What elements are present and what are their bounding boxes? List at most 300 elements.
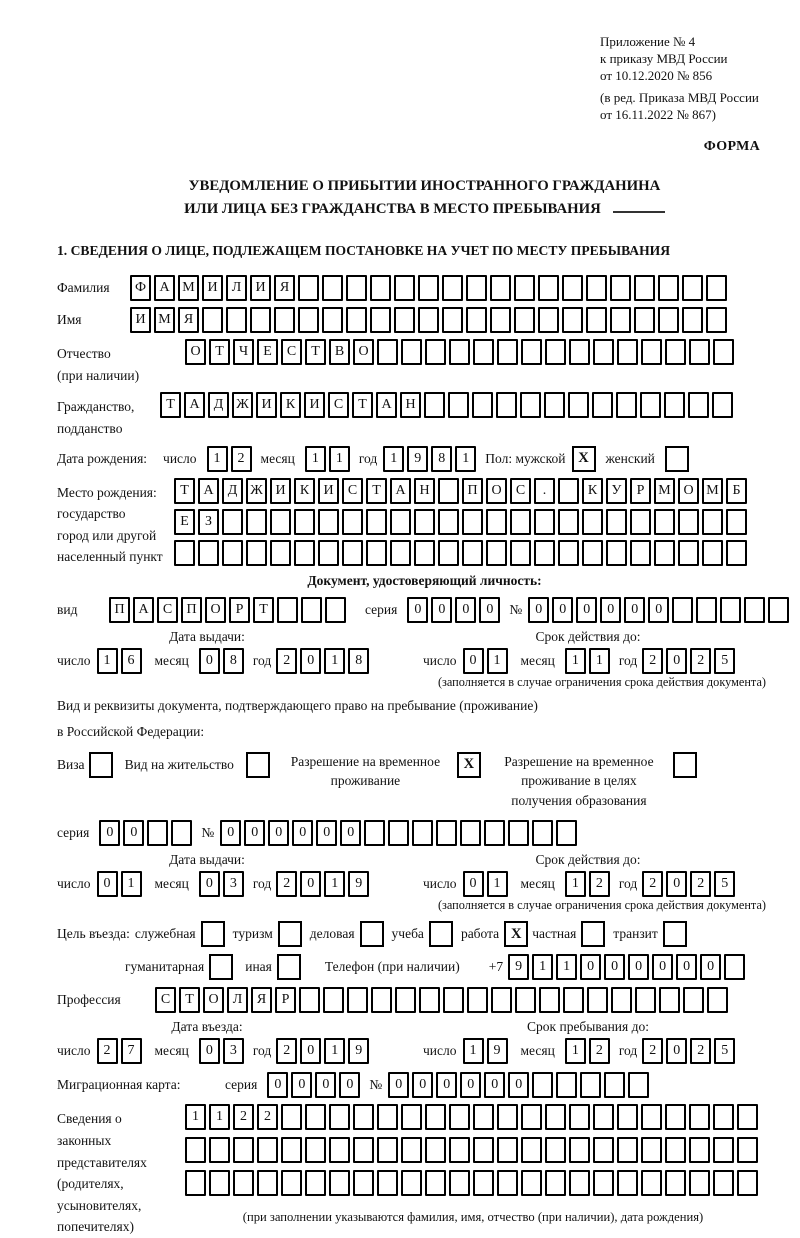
purpose-transit-checkbox[interactable] xyxy=(663,921,687,947)
char-cell[interactable]: 1 xyxy=(589,648,610,674)
char-cell[interactable]: 2 xyxy=(589,1038,610,1064)
char-cell[interactable] xyxy=(305,1104,326,1130)
char-cell[interactable]: 1 xyxy=(565,1038,586,1064)
char-cell[interactable]: 0 xyxy=(315,1072,336,1098)
char-cell[interactable]: 2 xyxy=(642,1038,663,1064)
char-cell[interactable] xyxy=(682,307,703,333)
char-cell[interactable] xyxy=(538,307,559,333)
char-cell[interactable]: 2 xyxy=(642,648,663,674)
char-cell[interactable]: П xyxy=(109,597,130,623)
char-cell[interactable] xyxy=(558,509,579,535)
char-cell[interactable]: О xyxy=(486,478,507,504)
char-cell[interactable] xyxy=(462,540,483,566)
char-cell[interactable] xyxy=(737,1170,758,1196)
char-cell[interactable] xyxy=(371,987,392,1013)
char-cell[interactable] xyxy=(294,509,315,535)
char-cell[interactable]: 1 xyxy=(383,446,404,472)
char-cell[interactable] xyxy=(641,1170,662,1196)
char-cell[interactable] xyxy=(401,339,422,365)
char-cell[interactable]: Н xyxy=(414,478,435,504)
purpose-study-checkbox[interactable] xyxy=(429,921,453,947)
char-cell[interactable]: 0 xyxy=(300,1038,321,1064)
purpose-official-checkbox[interactable] xyxy=(201,921,225,947)
char-cell[interactable]: 0 xyxy=(123,820,144,846)
char-cell[interactable] xyxy=(353,1137,374,1163)
char-cell[interactable]: К xyxy=(294,478,315,504)
char-cell[interactable]: О xyxy=(203,987,224,1013)
char-cell[interactable] xyxy=(377,1137,398,1163)
char-cell[interactable] xyxy=(305,1170,326,1196)
char-cell[interactable] xyxy=(301,597,322,623)
char-cell[interactable] xyxy=(586,307,607,333)
char-cell[interactable]: 0 xyxy=(244,820,265,846)
char-cell[interactable]: 2 xyxy=(231,446,252,472)
char-cell[interactable] xyxy=(323,987,344,1013)
char-cell[interactable]: С xyxy=(281,339,302,365)
char-cell[interactable] xyxy=(689,1137,710,1163)
char-cell[interactable] xyxy=(713,1104,734,1130)
char-cell[interactable] xyxy=(497,339,518,365)
char-cell[interactable] xyxy=(664,392,685,418)
char-cell[interactable] xyxy=(532,1072,553,1098)
char-cell[interactable]: 2 xyxy=(690,648,711,674)
char-cell[interactable]: М xyxy=(178,275,199,301)
char-cell[interactable] xyxy=(508,820,529,846)
char-cell[interactable]: 0 xyxy=(700,954,721,980)
char-cell[interactable] xyxy=(442,307,463,333)
char-cell[interactable]: 0 xyxy=(676,954,697,980)
char-cell[interactable] xyxy=(707,987,728,1013)
char-cell[interactable] xyxy=(539,987,560,1013)
char-cell[interactable]: 5 xyxy=(714,648,735,674)
char-cell[interactable] xyxy=(347,987,368,1013)
char-cell[interactable] xyxy=(611,987,632,1013)
char-cell[interactable] xyxy=(484,820,505,846)
char-cell[interactable] xyxy=(395,987,416,1013)
char-cell[interactable]: Ж xyxy=(246,478,267,504)
char-cell[interactable] xyxy=(606,509,627,535)
char-cell[interactable]: М xyxy=(702,478,723,504)
char-cell[interactable] xyxy=(562,275,583,301)
char-cell[interactable] xyxy=(281,1104,302,1130)
char-cell[interactable] xyxy=(634,275,655,301)
char-cell[interactable]: Д xyxy=(222,478,243,504)
char-cell[interactable]: М xyxy=(154,307,175,333)
char-cell[interactable]: 0 xyxy=(292,820,313,846)
char-cell[interactable] xyxy=(510,540,531,566)
char-cell[interactable] xyxy=(702,540,723,566)
char-cell[interactable] xyxy=(556,1072,577,1098)
char-cell[interactable] xyxy=(257,1137,278,1163)
char-cell[interactable] xyxy=(449,1170,470,1196)
residence-permit-checkbox[interactable] xyxy=(246,752,270,778)
char-cell[interactable]: 0 xyxy=(291,1072,312,1098)
char-cell[interactable] xyxy=(569,1137,590,1163)
char-cell[interactable] xyxy=(449,339,470,365)
char-cell[interactable] xyxy=(544,392,565,418)
char-cell[interactable]: 1 xyxy=(305,446,326,472)
char-cell[interactable] xyxy=(616,392,637,418)
purpose-business-checkbox[interactable] xyxy=(360,921,384,947)
char-cell[interactable] xyxy=(538,275,559,301)
char-cell[interactable]: 1 xyxy=(565,871,586,897)
char-cell[interactable] xyxy=(418,275,439,301)
char-cell[interactable]: И xyxy=(318,478,339,504)
char-cell[interactable]: 0 xyxy=(648,597,669,623)
char-cell[interactable] xyxy=(521,1137,542,1163)
char-cell[interactable] xyxy=(466,275,487,301)
char-cell[interactable] xyxy=(654,540,675,566)
char-cell[interactable]: 2 xyxy=(690,871,711,897)
char-cell[interactable]: Т xyxy=(174,478,195,504)
char-cell[interactable] xyxy=(640,392,661,418)
char-cell[interactable] xyxy=(634,307,655,333)
char-cell[interactable] xyxy=(635,987,656,1013)
char-cell[interactable]: Д xyxy=(208,392,229,418)
char-cell[interactable]: 0 xyxy=(666,648,687,674)
char-cell[interactable] xyxy=(737,1104,758,1130)
char-cell[interactable]: И xyxy=(202,275,223,301)
char-cell[interactable] xyxy=(582,540,603,566)
char-cell[interactable] xyxy=(171,820,192,846)
char-cell[interactable] xyxy=(353,1104,374,1130)
char-cell[interactable]: 1 xyxy=(329,446,350,472)
char-cell[interactable] xyxy=(658,275,679,301)
char-cell[interactable]: 1 xyxy=(556,954,577,980)
char-cell[interactable] xyxy=(366,540,387,566)
char-cell[interactable] xyxy=(630,540,651,566)
char-cell[interactable] xyxy=(185,1137,206,1163)
char-cell[interactable]: 0 xyxy=(652,954,673,980)
char-cell[interactable] xyxy=(491,987,512,1013)
char-cell[interactable]: 0 xyxy=(580,954,601,980)
char-cell[interactable]: 0 xyxy=(339,1072,360,1098)
char-cell[interactable] xyxy=(582,509,603,535)
char-cell[interactable] xyxy=(390,540,411,566)
char-cell[interactable] xyxy=(147,820,168,846)
char-cell[interactable] xyxy=(318,509,339,535)
char-cell[interactable]: 2 xyxy=(233,1104,254,1130)
purpose-work-checkbox[interactable]: X xyxy=(504,921,528,947)
char-cell[interactable] xyxy=(665,339,686,365)
char-cell[interactable] xyxy=(641,1104,662,1130)
char-cell[interactable]: 1 xyxy=(324,871,345,897)
char-cell[interactable]: 8 xyxy=(348,648,369,674)
char-cell[interactable] xyxy=(202,307,223,333)
char-cell[interactable] xyxy=(665,1170,686,1196)
char-cell[interactable] xyxy=(678,540,699,566)
char-cell[interactable] xyxy=(233,1137,254,1163)
char-cell[interactable] xyxy=(490,307,511,333)
char-cell[interactable]: 0 xyxy=(604,954,625,980)
char-cell[interactable] xyxy=(342,509,363,535)
char-cell[interactable] xyxy=(689,339,710,365)
char-cell[interactable]: 0 xyxy=(267,1072,288,1098)
char-cell[interactable]: Б xyxy=(726,478,747,504)
char-cell[interactable]: 1 xyxy=(324,648,345,674)
char-cell[interactable] xyxy=(592,392,613,418)
char-cell[interactable]: Я xyxy=(251,987,272,1013)
char-cell[interactable]: 1 xyxy=(487,648,508,674)
char-cell[interactable] xyxy=(401,1137,422,1163)
char-cell[interactable] xyxy=(329,1104,350,1130)
char-cell[interactable]: 1 xyxy=(455,446,476,472)
char-cell[interactable] xyxy=(593,1104,614,1130)
char-cell[interactable] xyxy=(532,820,553,846)
char-cell[interactable] xyxy=(425,1170,446,1196)
char-cell[interactable] xyxy=(412,820,433,846)
char-cell[interactable] xyxy=(562,307,583,333)
char-cell[interactable]: Т xyxy=(305,339,326,365)
char-cell[interactable]: 7 xyxy=(121,1038,142,1064)
char-cell[interactable] xyxy=(720,597,741,623)
char-cell[interactable]: 0 xyxy=(460,1072,481,1098)
char-cell[interactable] xyxy=(630,509,651,535)
char-cell[interactable] xyxy=(726,540,747,566)
char-cell[interactable] xyxy=(724,954,745,980)
char-cell[interactable]: 0 xyxy=(484,1072,505,1098)
char-cell[interactable] xyxy=(521,339,542,365)
char-cell[interactable] xyxy=(665,1104,686,1130)
char-cell[interactable] xyxy=(682,275,703,301)
char-cell[interactable]: О xyxy=(185,339,206,365)
char-cell[interactable] xyxy=(726,509,747,535)
char-cell[interactable]: Ф xyxy=(130,275,151,301)
char-cell[interactable] xyxy=(712,392,733,418)
char-cell[interactable] xyxy=(473,1104,494,1130)
char-cell[interactable]: 0 xyxy=(463,648,484,674)
char-cell[interactable] xyxy=(689,1104,710,1130)
char-cell[interactable]: 0 xyxy=(508,1072,529,1098)
char-cell[interactable]: 0 xyxy=(463,871,484,897)
char-cell[interactable]: 0 xyxy=(407,597,428,623)
char-cell[interactable] xyxy=(346,307,367,333)
char-cell[interactable] xyxy=(604,1072,625,1098)
char-cell[interactable] xyxy=(520,392,541,418)
visa-checkbox[interactable] xyxy=(89,752,113,778)
char-cell[interactable]: П xyxy=(462,478,483,504)
char-cell[interactable] xyxy=(305,1137,326,1163)
char-cell[interactable] xyxy=(370,307,391,333)
char-cell[interactable]: 9 xyxy=(487,1038,508,1064)
char-cell[interactable]: 9 xyxy=(508,954,529,980)
char-cell[interactable]: 0 xyxy=(666,1038,687,1064)
char-cell[interactable]: 2 xyxy=(97,1038,118,1064)
char-cell[interactable]: 0 xyxy=(300,648,321,674)
char-cell[interactable] xyxy=(473,1170,494,1196)
char-cell[interactable] xyxy=(390,509,411,535)
char-cell[interactable] xyxy=(658,307,679,333)
char-cell[interactable] xyxy=(683,987,704,1013)
char-cell[interactable] xyxy=(438,540,459,566)
char-cell[interactable] xyxy=(226,307,247,333)
char-cell[interactable] xyxy=(467,987,488,1013)
char-cell[interactable]: 8 xyxy=(431,446,452,472)
char-cell[interactable]: К xyxy=(280,392,301,418)
char-cell[interactable] xyxy=(534,509,555,535)
char-cell[interactable]: И xyxy=(130,307,151,333)
char-cell[interactable] xyxy=(593,1137,614,1163)
char-cell[interactable] xyxy=(514,275,535,301)
char-cell[interactable]: 2 xyxy=(276,1038,297,1064)
char-cell[interactable] xyxy=(737,1137,758,1163)
char-cell[interactable] xyxy=(419,987,440,1013)
char-cell[interactable] xyxy=(569,339,590,365)
char-cell[interactable] xyxy=(545,1170,566,1196)
char-cell[interactable] xyxy=(713,1170,734,1196)
char-cell[interactable] xyxy=(515,987,536,1013)
char-cell[interactable]: 0 xyxy=(600,597,621,623)
char-cell[interactable]: 2 xyxy=(589,871,610,897)
purpose-other-checkbox[interactable] xyxy=(277,954,301,980)
char-cell[interactable] xyxy=(185,1170,206,1196)
char-cell[interactable]: И xyxy=(304,392,325,418)
purpose-tourism-checkbox[interactable] xyxy=(278,921,302,947)
char-cell[interactable]: 6 xyxy=(121,648,142,674)
char-cell[interactable] xyxy=(270,509,291,535)
char-cell[interactable] xyxy=(281,1137,302,1163)
char-cell[interactable] xyxy=(298,275,319,301)
char-cell[interactable]: П xyxy=(181,597,202,623)
char-cell[interactable] xyxy=(678,509,699,535)
char-cell[interactable]: 2 xyxy=(276,871,297,897)
char-cell[interactable] xyxy=(436,820,457,846)
char-cell[interactable] xyxy=(418,307,439,333)
char-cell[interactable] xyxy=(514,307,535,333)
char-cell[interactable]: О xyxy=(353,339,374,365)
purpose-private-checkbox[interactable] xyxy=(581,921,605,947)
char-cell[interactable] xyxy=(449,1137,470,1163)
char-cell[interactable] xyxy=(353,1170,374,1196)
char-cell[interactable] xyxy=(628,1072,649,1098)
char-cell[interactable] xyxy=(617,1137,638,1163)
char-cell[interactable]: Т xyxy=(209,339,230,365)
char-cell[interactable]: 1 xyxy=(207,446,228,472)
char-cell[interactable] xyxy=(342,540,363,566)
char-cell[interactable] xyxy=(466,307,487,333)
char-cell[interactable] xyxy=(486,509,507,535)
char-cell[interactable] xyxy=(222,540,243,566)
char-cell[interactable]: 1 xyxy=(209,1104,230,1130)
char-cell[interactable]: Н xyxy=(400,392,421,418)
char-cell[interactable] xyxy=(617,1170,638,1196)
char-cell[interactable] xyxy=(610,275,631,301)
char-cell[interactable]: 9 xyxy=(348,871,369,897)
char-cell[interactable] xyxy=(209,1170,230,1196)
char-cell[interactable]: 0 xyxy=(624,597,645,623)
char-cell[interactable] xyxy=(366,509,387,535)
char-cell[interactable] xyxy=(606,540,627,566)
char-cell[interactable]: 0 xyxy=(628,954,649,980)
char-cell[interactable] xyxy=(490,275,511,301)
char-cell[interactable]: 0 xyxy=(99,820,120,846)
char-cell[interactable]: У xyxy=(606,478,627,504)
char-cell[interactable] xyxy=(394,307,415,333)
char-cell[interactable] xyxy=(442,275,463,301)
char-cell[interactable] xyxy=(299,987,320,1013)
char-cell[interactable] xyxy=(534,540,555,566)
char-cell[interactable] xyxy=(659,987,680,1013)
gender-male-checkbox[interactable]: X xyxy=(572,446,596,472)
char-cell[interactable] xyxy=(325,597,346,623)
char-cell[interactable]: Л xyxy=(226,275,247,301)
char-cell[interactable] xyxy=(401,1104,422,1130)
purpose-humanitarian-checkbox[interactable] xyxy=(209,954,233,980)
char-cell[interactable] xyxy=(250,307,271,333)
char-cell[interactable]: 0 xyxy=(199,648,220,674)
char-cell[interactable] xyxy=(689,1170,710,1196)
char-cell[interactable]: 0 xyxy=(340,820,361,846)
char-cell[interactable] xyxy=(377,1170,398,1196)
char-cell[interactable]: С xyxy=(155,987,176,1013)
char-cell[interactable] xyxy=(322,307,343,333)
char-cell[interactable] xyxy=(473,339,494,365)
char-cell[interactable]: 0 xyxy=(97,871,118,897)
char-cell[interactable] xyxy=(497,1170,518,1196)
char-cell[interactable]: М xyxy=(654,478,675,504)
char-cell[interactable] xyxy=(706,275,727,301)
char-cell[interactable] xyxy=(174,540,195,566)
char-cell[interactable] xyxy=(377,339,398,365)
char-cell[interactable]: Р xyxy=(630,478,651,504)
char-cell[interactable] xyxy=(654,509,675,535)
char-cell[interactable] xyxy=(521,1104,542,1130)
char-cell[interactable]: 0 xyxy=(316,820,337,846)
char-cell[interactable] xyxy=(346,275,367,301)
char-cell[interactable]: 2 xyxy=(690,1038,711,1064)
char-cell[interactable]: 0 xyxy=(528,597,549,623)
char-cell[interactable] xyxy=(641,1137,662,1163)
char-cell[interactable] xyxy=(545,1104,566,1130)
char-cell[interactable] xyxy=(556,820,577,846)
char-cell[interactable] xyxy=(270,540,291,566)
temp-residence-checkbox[interactable]: X xyxy=(457,752,481,778)
char-cell[interactable]: С xyxy=(510,478,531,504)
char-cell[interactable]: Л xyxy=(227,987,248,1013)
char-cell[interactable] xyxy=(460,820,481,846)
char-cell[interactable]: 1 xyxy=(565,648,586,674)
char-cell[interactable]: И xyxy=(250,275,271,301)
char-cell[interactable]: Ч xyxy=(233,339,254,365)
char-cell[interactable] xyxy=(257,1170,278,1196)
char-cell[interactable] xyxy=(545,339,566,365)
char-cell[interactable]: Т xyxy=(179,987,200,1013)
char-cell[interactable] xyxy=(510,509,531,535)
char-cell[interactable]: 9 xyxy=(407,446,428,472)
char-cell[interactable]: 1 xyxy=(121,871,142,897)
char-cell[interactable] xyxy=(233,1170,254,1196)
char-cell[interactable] xyxy=(558,478,579,504)
char-cell[interactable] xyxy=(438,509,459,535)
char-cell[interactable] xyxy=(462,509,483,535)
char-cell[interactable] xyxy=(496,392,517,418)
char-cell[interactable] xyxy=(497,1104,518,1130)
char-cell[interactable]: 2 xyxy=(642,871,663,897)
char-cell[interactable] xyxy=(472,392,493,418)
char-cell[interactable] xyxy=(665,1137,686,1163)
char-cell[interactable]: 0 xyxy=(576,597,597,623)
char-cell[interactable] xyxy=(298,307,319,333)
char-cell[interactable]: К xyxy=(582,478,603,504)
char-cell[interactable]: В xyxy=(329,339,350,365)
char-cell[interactable]: А xyxy=(154,275,175,301)
char-cell[interactable] xyxy=(246,540,267,566)
char-cell[interactable]: С xyxy=(342,478,363,504)
char-cell[interactable]: И xyxy=(256,392,277,418)
char-cell[interactable] xyxy=(768,597,789,623)
char-cell[interactable] xyxy=(388,820,409,846)
char-cell[interactable] xyxy=(294,540,315,566)
